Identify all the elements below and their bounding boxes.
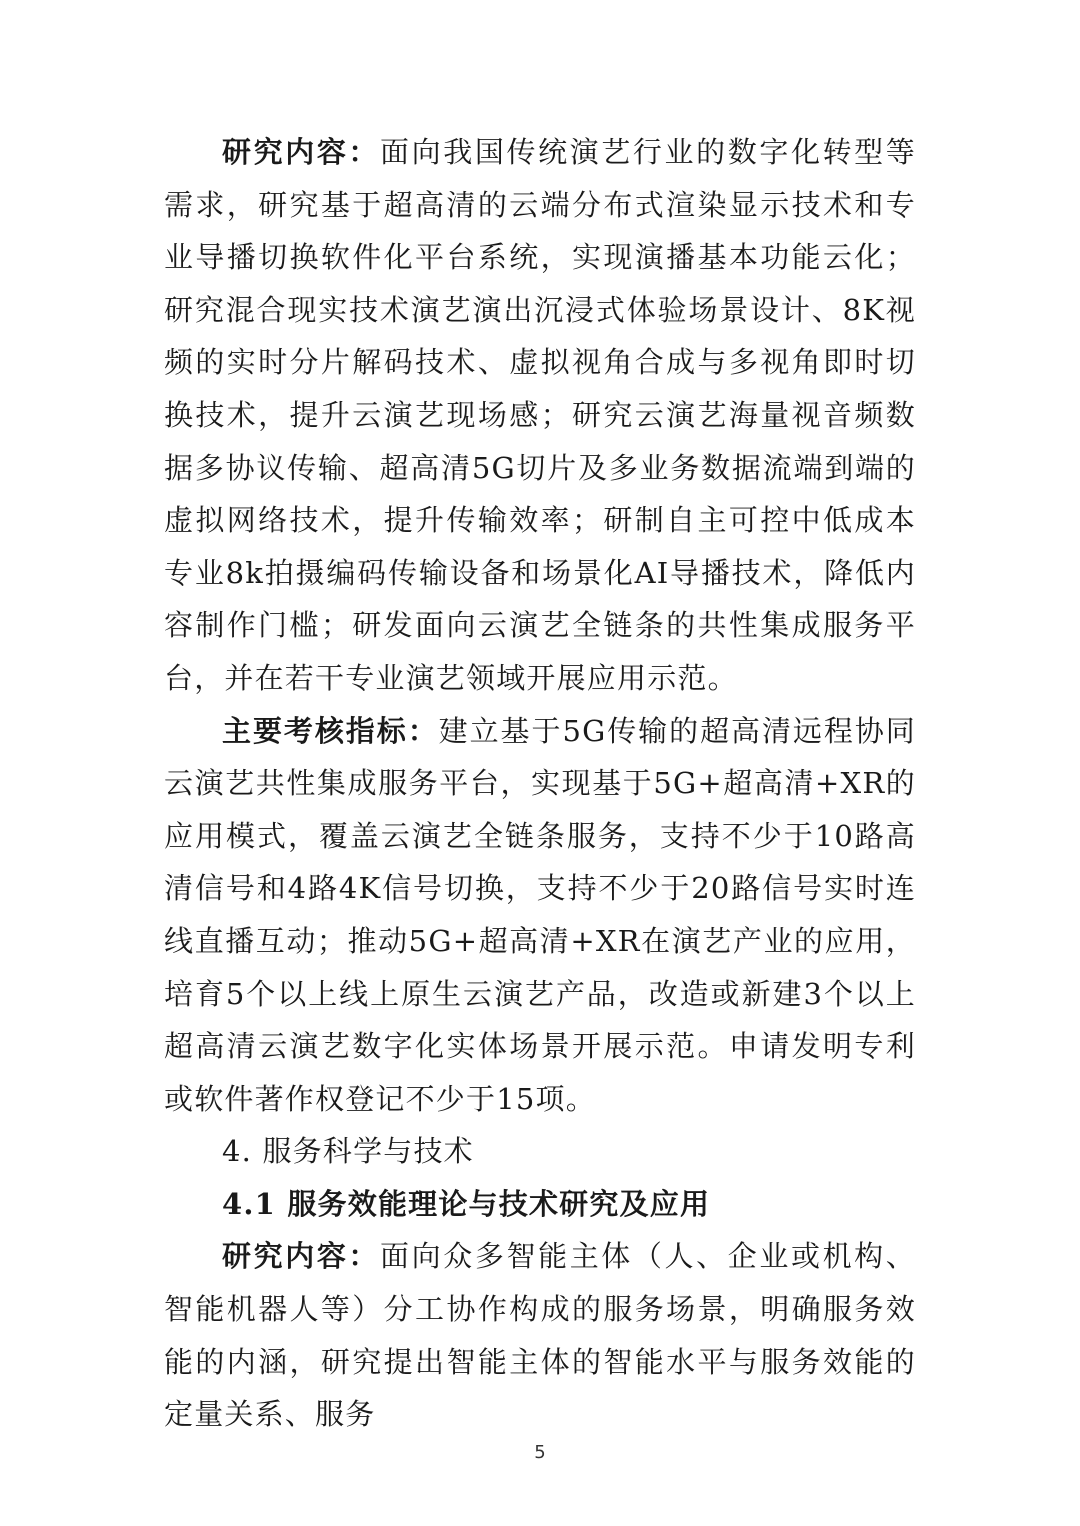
section-heading-4-1: 4.1 服务效能理论与技术研究及应用 (222, 1186, 711, 1221)
research-content-label-4-1: 研究内容： (222, 1239, 381, 1274)
research-content-paragraph (164, 126, 916, 705)
assessment-indicators-label: 主要考核指标： (222, 713, 439, 748)
page-body (164, 126, 916, 1441)
assessment-indicators-text: 建立基于5G传输的超高清远程协同云演艺共性集成服务平台，实现基于5G+超高清+XR的应用模式，覆盖云演艺全链条服务，支持不少于10路高清信号和4路4K信号切换，支持不少于20路信号实时连线直播互动；推动5G+超高清+XR在演艺产业的应用，培育5个以上线上原生云演艺产品，改造或新建3个以上超高清云演艺数字化实体场景开展示范。申请发明专利或软件著作权登记不少于15项。 (164, 713, 916, 1116)
assessment-indicators-paragraph (164, 705, 916, 1126)
research-content-text-4-1: 面向众多智能主体（人、企业或机构、智能机器人等）分工协作构成的服务场景，明确服务效能的内涵，研究提出智能主体的智能水平与服务效能的定量关系、服务 (164, 1239, 916, 1432)
research-content-paragraph-4-1 (164, 1230, 916, 1440)
section-heading-4: 4. 服务科学与技术 (222, 1134, 474, 1169)
research-content-label: 研究内容： (222, 135, 381, 169)
research-content-text: 面向我国传统演艺行业的数字化转型等需求，研究基于超高清的云端分布式渲染显示技术和专业导播切换软件化平台系统，实现演播基本功能云化；研究混合现实技术演艺演出沉浸式体验场景设计、8K视频的实时分片解码技术、虚拟视角合成与多视角即时切换技术，提升云演艺现场感；研究云演艺海量视音频数据多协议传输、超高清5G切片及多业务数据流端到端的虚拟网络技术，提升传输效率；研制自主可控中低成本专业8k拍摄编码传输设备和场景化AI导播技术，降低内容制作门槛；研发面向云演艺全链条的共性集成服务平台，并在若干专业演艺领域开展应用示范。 (164, 135, 916, 695)
page-number: 5 (534, 1442, 546, 1463)
